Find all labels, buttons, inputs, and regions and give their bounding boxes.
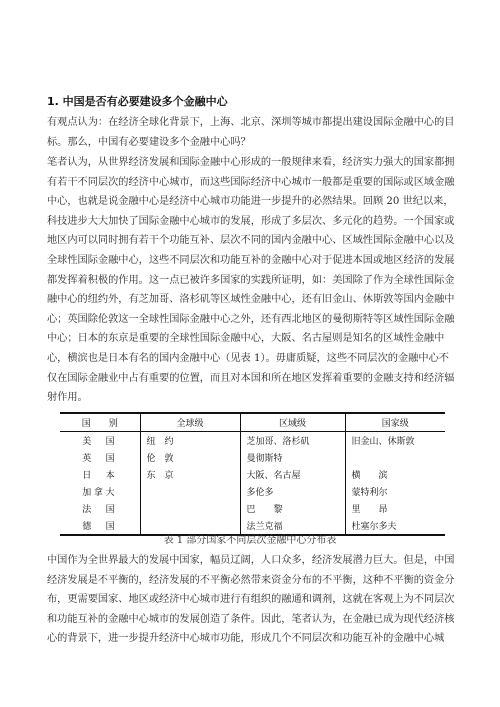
cell-country: 法 国 [82, 505, 118, 515]
table-row [60, 432, 445, 450]
table-row [60, 500, 445, 517]
cell-country: 德 国 [60, 517, 140, 535]
header-regional: 区域级 [240, 413, 345, 432]
cell-national: 旧金山、休斯敦 [345, 432, 445, 450]
table-row [60, 483, 445, 500]
paragraph-argument [47, 153, 457, 408]
table-header-row [60, 413, 445, 432]
paragraph-intro [47, 113, 457, 152]
cell-regional: 芝加哥、洛杉矶 [240, 432, 345, 450]
text-line: 射作用。 [47, 392, 88, 404]
text-line: 全球性国际金融中心，这些不同层次和功能互补的金融中心对于促进本国或地区经济的发展 [47, 254, 455, 266]
text-line: 布，更需要国家、地区或经济中心城市进行有组织的融通和调剂，这就在客观上为不同层次 [47, 594, 455, 606]
cell-national: 里 昂 [345, 500, 445, 517]
cell-national: 杜塞尔多夫 [345, 517, 445, 535]
text-line: 科技进步大大加快了国际金融中心城市的发展，形成了多层次、多元化的趋势。一个国家或 [47, 215, 455, 227]
financial-center-table [60, 412, 445, 536]
cell-global: 东 京 [140, 466, 240, 483]
text-line: 地区内可以同时拥有若干个功能互补、层次不同的国内金融中心、区域性国际金融中心以及 [47, 235, 455, 247]
text-line: 中国作为全世界最大的发展中国家，幅员辽阔，人口众多，经济发展潜力巨大。但是，中国 [47, 555, 455, 566]
section-heading: 1. 中国是否有必要建设多个金融中心 [47, 95, 228, 108]
cell-regional: 法兰克福 [240, 517, 345, 535]
paragraph-china [47, 551, 457, 649]
cell-country: 英 国 [82, 454, 118, 464]
cell-regional: 大阪、名古屋 [240, 466, 345, 483]
header-global: 全球级 [140, 413, 240, 432]
cell-country: 加拿大 [82, 488, 118, 498]
text-line: 仅在国际金融业中占有重要的位置，而且对本国和所在地区发挥着重要的金融支持和经济辐 [47, 372, 455, 384]
text-line: 标。那么，中国有必要建设多个金融中心吗？ [47, 136, 251, 148]
table-caption: 表 1 部分国家不同层次金融中心分布表 [163, 535, 337, 546]
header-country: 国 别 [60, 413, 140, 432]
text-line: 心；英国除伦敦这一全球性国际金融中心之外，还有西北地区的曼彻斯特等区域性国际金融 [47, 313, 455, 325]
text-line: 都发挥着积极的作用。这一点已被许多国家的实践所证明，如：美国除了作为全球性国际金 [47, 274, 455, 286]
cell-global [140, 500, 240, 517]
text-line: 有观点认为：在经济全球化背景下，上海、北京、深圳等城市都提出建设国际金融中心的目 [47, 117, 455, 128]
cell-regional: 曼彻斯特 [240, 449, 345, 466]
text-line: 中心；日本的东京是重要的全球性国际金融中心，大阪、名古屋则是知名的区域性金融中 [47, 333, 445, 345]
table-row [60, 466, 445, 483]
header-national: 国家级 [345, 413, 445, 432]
cell-national [345, 449, 445, 466]
cell-global [140, 483, 240, 500]
cell-country: 日 本 [82, 471, 118, 481]
table-row [60, 449, 445, 466]
text-line: 经济发展是不平衡的，经济发展的不平衡必然带来资金分布的不平衡，这种不平衡的资金分 [47, 574, 455, 586]
cell-national: 横 滨 [345, 466, 445, 483]
text-line: 和功能互补的金融中心城市的发展创造了条件。因此，笔者认为，在金融已成为现代经济核 [47, 613, 455, 625]
cell-country: 美 国 [82, 437, 118, 447]
cell-global: 伦 敦 [140, 449, 240, 466]
text-line: 心，横滨也是日本有名的国内金融中心（见表 1）。毋庸质疑，这些不同层次的金融中心不 [47, 352, 449, 364]
text-line: 有若干不同层次的经济中心城市，而这些国际经济中心城市一般都是重要的国际或区域金融 [47, 176, 455, 188]
cell-global: 纽 约 [140, 432, 240, 450]
text-line: 笔者认为，从世界经济发展和国际金融中心形成的一般规律来看，经济实力强大的国家都拥 [47, 157, 455, 168]
text-line: 融中心的纽约外，有芝加哥、洛杉矶等区域性金融中心，还有旧金山、休斯敦等国内金融中 [47, 294, 455, 306]
text-line: 心的背景下，进一步提升经济中心城市功能，形成几个不同层次和功能互补的金融中心城 [47, 633, 445, 645]
text-line: 中心，也就是说金融中心是经济中心城市功能进一步提升的必然结果。回顾 20 世纪以来， [47, 196, 454, 208]
cell-regional: 多伦多 [240, 483, 345, 500]
cell-national: 蒙特利尔 [345, 483, 445, 500]
cell-regional: 巴 黎 [240, 500, 345, 517]
